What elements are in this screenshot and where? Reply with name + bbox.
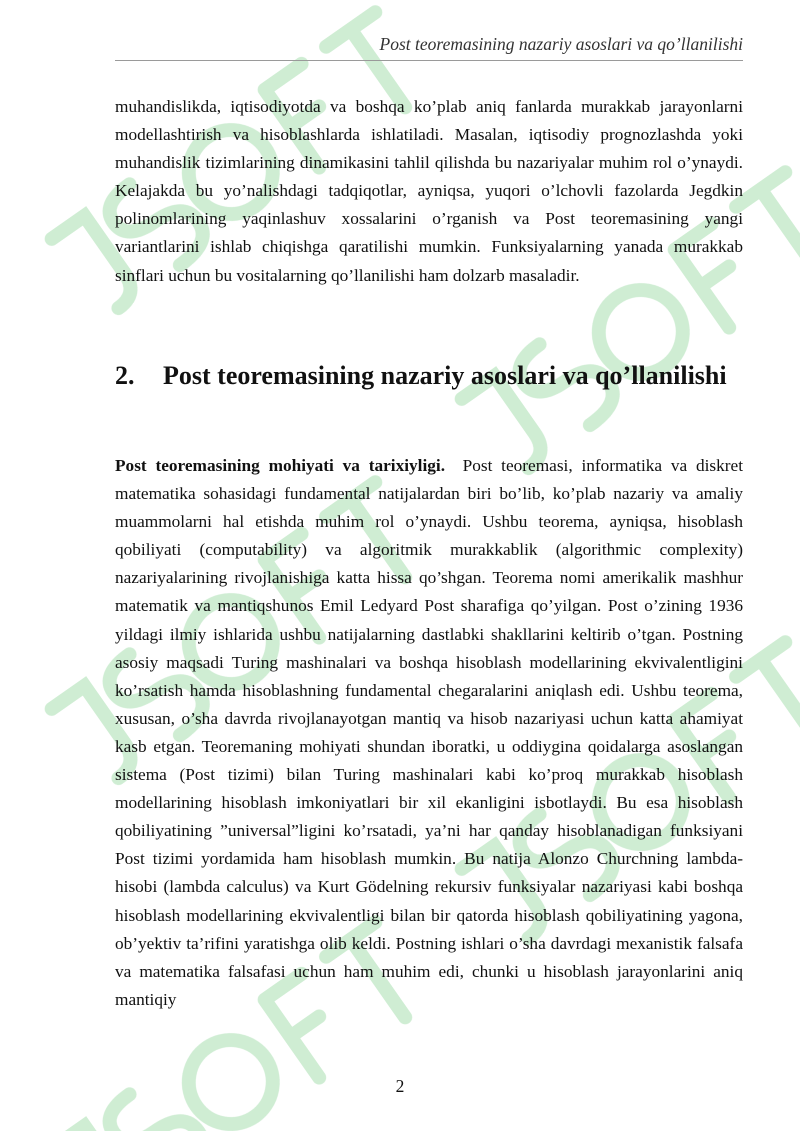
section-number: 2. xyxy=(115,361,135,390)
section-heading xyxy=(115,357,743,395)
header-rule xyxy=(115,60,743,61)
section-paragraph xyxy=(115,452,743,1014)
page-number: 2 xyxy=(395,1076,405,1096)
running-header: Post teoremasining nazariy asoslari va qo’llanilishi xyxy=(379,34,743,54)
section-title: Post teoremasining nazariy asoslari va qo’llanilishi xyxy=(163,361,727,390)
paragraph-lead-in: Post teoremasining mohiyati va tarixiyligi. xyxy=(115,456,446,475)
paragraph-continued: muhandislikda, iqtisodiyotda va boshqa ko’plab aniq fanlarda murakkab jarayonlarni modellashtirish va hisoblashlarda ishlatiladi. Masalan, iqtisodiy prognozlashda yoki muhandislik tizimlarining dinamikasini tahlil qilishda bu nazariyalar muhim rol o’ynaydi. Kelajakda bu yo’nalishdagi tadqiqotlar, ayniqsa, yuqori o’lchovli fazolarda Jegdkin polinomlarining yaqinlashuv xossalarini o’rganish va Post teoremasining yangi variantlarini ishlab chiqishga qaratilishi mumkin. Funksiyalarning yanada murakkab sinflari uchun bu vositalarning qo’llanilishi ham dolzarb masaladir. xyxy=(115,97,743,285)
paragraph-body: Post teoremasi, informatika va diskret matematika sohasidagi fundamental natijalardan biri bo’lib, ko’plab nazariy va amaliy muammolarni hal etishda muhim rol o’ynaydi. Ushbu teorema, ayniqsa, hisoblash qobiliyati (computability) va algoritmik murakkablik (algorithmic complexity) nazariyalarining rivojlanishiga katta hissa qo’shgan. Teorema nomi amerikalik mashhur matematik va mantiqshunos Emil Ledyard Post sharafiga qo’yilgan. Post o’zining 1936 yildagi ilmiy ishlarida ushbu natijalarning dastlabki shakllarini keltirib o’tgan. Postning asosiy maqsadi Turing mashinalari va boshqa hisoblash modellarining ekvivalentligini ko’rsatish hamda hisoblashning fundamental chegaralarini aniqlash edi. Ushbu teorema, xususan, o’sha davrda rivojlanayotgan mantiq va hisob nazariyasi uchun katta ahamiyat kasb etgan. Teoremaning mohiyati shundan iboratki, u oddiygina qoidalarga asoslangan sistema (Post tizimi) bilan Turing mashinalari kabi ko’proq murakkab hisoblash modellarining hisoblash imkoniyatlari bir xil ekanligini isbotlaydi. Bu esa hisoblash qobiliyatining ”universal”ligini ko’rsatadi, ya’ni har qanday hisoblanadigan funksiyani Post tizimi yordamida ham hisoblash mumkin. Bu natija Alonzo Churchning lambda-hisobi (lambda calculus) va Kurt Gödelning rekursiv funksiyalar nazariyasi kabi boshqa hisoblash modellarining ekvivalentligi bilan bir qatorda hisoblash qobiliyatining yagona, ob’yektiv ta’rifini yaratishga olib keldi. Postning ishlari o’sha davrdagi mexanistik falsafa va matematika falsafasi uchun ham muhim edi, chunki u hisoblash jarayonlarini aniq mantiqiy xyxy=(115,456,743,1009)
